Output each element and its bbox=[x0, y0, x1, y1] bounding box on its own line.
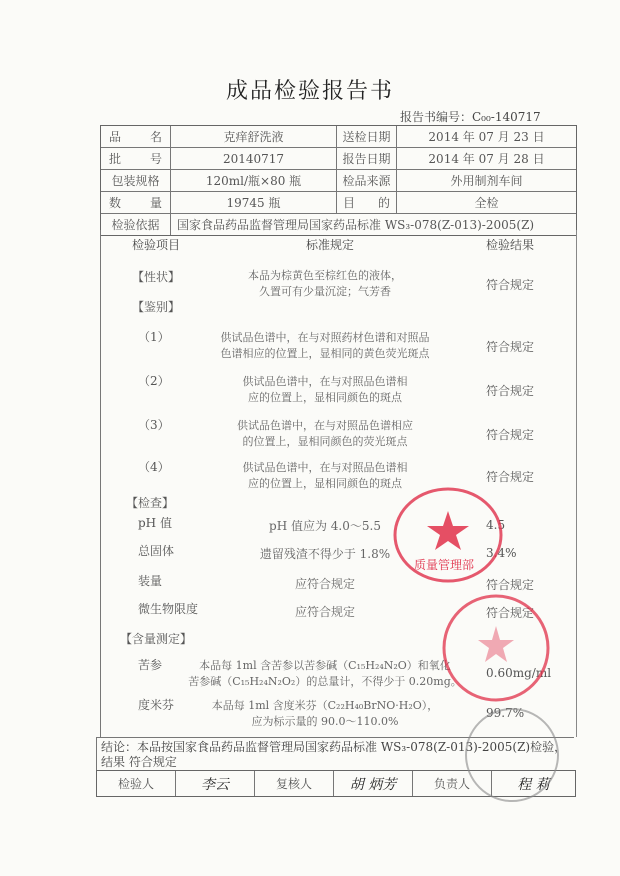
row-item: 总固体 bbox=[138, 544, 175, 558]
standard-line: 遗留残渣不得少于 1.8% bbox=[259, 547, 391, 561]
standard-line: 本品每 1ml 含苦参以苦参碱（C₁₅H₂₄N₂O）和氧化 bbox=[199, 659, 451, 672]
quality-dept-stamp bbox=[392, 485, 504, 585]
label-send-date: 送检日期 bbox=[337, 126, 397, 147]
standard-line: 应的位置上，显相同颜色的斑点 bbox=[248, 477, 402, 490]
conclusion-line: 结果 符合规定 bbox=[101, 755, 177, 769]
pack: 120ml/瓶×80 瓶 bbox=[171, 170, 337, 191]
row-standard bbox=[170, 604, 480, 620]
batch: 20140717 bbox=[171, 148, 337, 169]
section-identification: 【鉴别】 bbox=[132, 300, 181, 314]
row-result: 符合规定 bbox=[486, 384, 535, 398]
row-result: 4.5 bbox=[486, 518, 506, 532]
standard-line: 的位置上，显相同颜色的荧光斑点 bbox=[242, 435, 408, 448]
header-table bbox=[100, 125, 577, 236]
row-item: 装量 bbox=[138, 574, 163, 588]
purpose: 全检 bbox=[474, 196, 499, 210]
manager-signature: 程 莉 bbox=[517, 776, 550, 793]
row-item: （4） bbox=[138, 460, 170, 474]
row-item: 微生物限度 bbox=[138, 602, 199, 616]
label-batch: 批 号 bbox=[101, 148, 171, 169]
col-item: 检验项目 bbox=[132, 238, 181, 252]
svg-text:质量管理部: 质量管理部 bbox=[413, 558, 475, 572]
row-result: 0.60mg/ml bbox=[486, 666, 552, 680]
report-date: 2014 年 07 月 28 日 bbox=[428, 152, 545, 166]
section-appearance: 【性状】 bbox=[132, 270, 181, 284]
row-item: 苦参 bbox=[138, 658, 163, 672]
standard-line: 色谱相应的位置上，显相同的黄色荧光斑点 bbox=[220, 347, 430, 360]
row-item: pH 值 bbox=[138, 516, 172, 530]
standard-line: 供试品色谱中，在与对照品色谱相 bbox=[242, 375, 408, 388]
send-date: 2014 年 07 月 23 日 bbox=[428, 130, 545, 144]
row-standard bbox=[170, 374, 480, 406]
row-standard bbox=[170, 330, 480, 362]
section-check: 【检查】 bbox=[126, 496, 175, 510]
qty: 19745 瓶 bbox=[171, 192, 337, 213]
header-row bbox=[101, 192, 576, 214]
row-item: （2） bbox=[138, 374, 170, 388]
standard-line: 苦参碱（C₁₅H₂₄N₂O₂）的总量计，不得少于 0.20mg。 bbox=[188, 675, 462, 688]
standard-line: 应为标示量的 90.0～110.0% bbox=[251, 715, 399, 728]
row-result: 符合规定 bbox=[486, 278, 535, 292]
standard-line: 应符合规定 bbox=[294, 605, 355, 619]
row-result: 3.4% bbox=[486, 546, 517, 560]
row-result: 符合规定 bbox=[486, 428, 535, 442]
company-stamp bbox=[440, 592, 552, 704]
inspector-label: 检验人 bbox=[97, 771, 176, 796]
row-item: （3） bbox=[138, 418, 170, 432]
row-result: 99.7% bbox=[486, 706, 525, 720]
standard-line: 应的位置上，显相同颜色的斑点 bbox=[248, 391, 402, 404]
standard-line: 供试品色谱中，在与对照品色谱相应 bbox=[237, 419, 413, 432]
standard-line: 本品为棕黄色至棕红色的液体， bbox=[248, 269, 402, 282]
inspector-signature: 李云 bbox=[176, 771, 255, 796]
row-result: 符合规定 bbox=[486, 470, 535, 484]
standard-line: pH 值应为 4.0～5.5 bbox=[269, 519, 381, 533]
label-report-date: 报告日期 bbox=[337, 148, 397, 169]
row-result: 符合规定 bbox=[486, 578, 535, 592]
product-name: 克痒舒洗液 bbox=[171, 126, 337, 147]
header-row bbox=[101, 170, 576, 192]
reviewer-signature: 胡 炳芳 bbox=[334, 771, 413, 796]
standard-line: 应符合规定 bbox=[294, 577, 355, 591]
standard-line: 供试品色谱中，在与对照药材色谱和对照品 bbox=[220, 331, 430, 344]
header-row bbox=[101, 148, 576, 170]
basis: 国家食品药品监督管理局国家药品标准 WS₃-078(Z-013)-2005(Z) bbox=[177, 218, 535, 232]
conclusion-line: 结论：本品按国家食品药品监督管理局国家药品标准 WS₃-078(Z-013)-2005(Z)检验， bbox=[101, 740, 567, 754]
standard-line: 久置可有少量沉淀；气芳香 bbox=[259, 285, 391, 298]
row-standard bbox=[170, 658, 480, 690]
row-standard bbox=[170, 418, 480, 450]
label-purpose: 目 的 bbox=[337, 192, 397, 213]
label-source: 检品来源 bbox=[337, 170, 397, 191]
document-title: 成品检验报告书 bbox=[225, 79, 394, 104]
standard-line: 本品每 1ml 含度米芬（C₂₂H₄₀BrNO·H₂O）， bbox=[211, 699, 439, 712]
label-qty: 数 量 bbox=[101, 192, 171, 213]
label-pack: 包装规格 bbox=[101, 170, 171, 191]
row-result: 符合规定 bbox=[486, 606, 535, 620]
row-result: 符合规定 bbox=[486, 340, 535, 354]
row-standard bbox=[170, 268, 480, 300]
manager-label: 负责人 bbox=[413, 771, 492, 796]
section-assay: 【含量测定】 bbox=[120, 632, 193, 646]
label-product-name: 品 名 bbox=[101, 126, 171, 147]
row-item: 度米芬 bbox=[138, 698, 175, 712]
header-row bbox=[101, 126, 576, 148]
standard-line: 供试品色谱中，在与对照品色谱相 bbox=[242, 461, 408, 474]
source: 外用制剂车间 bbox=[450, 174, 523, 188]
report-number: 报告书编号：C₀₀-140717 bbox=[400, 110, 541, 124]
row-standard bbox=[170, 698, 480, 730]
col-result: 检验结果 bbox=[486, 238, 535, 252]
reviewer-label: 复核人 bbox=[255, 771, 334, 796]
col-standard: 标准规定 bbox=[306, 238, 355, 252]
row-item: （1） bbox=[138, 330, 170, 344]
faded-stamp bbox=[462, 690, 562, 820]
label-basis: 检验依据 bbox=[101, 214, 171, 235]
